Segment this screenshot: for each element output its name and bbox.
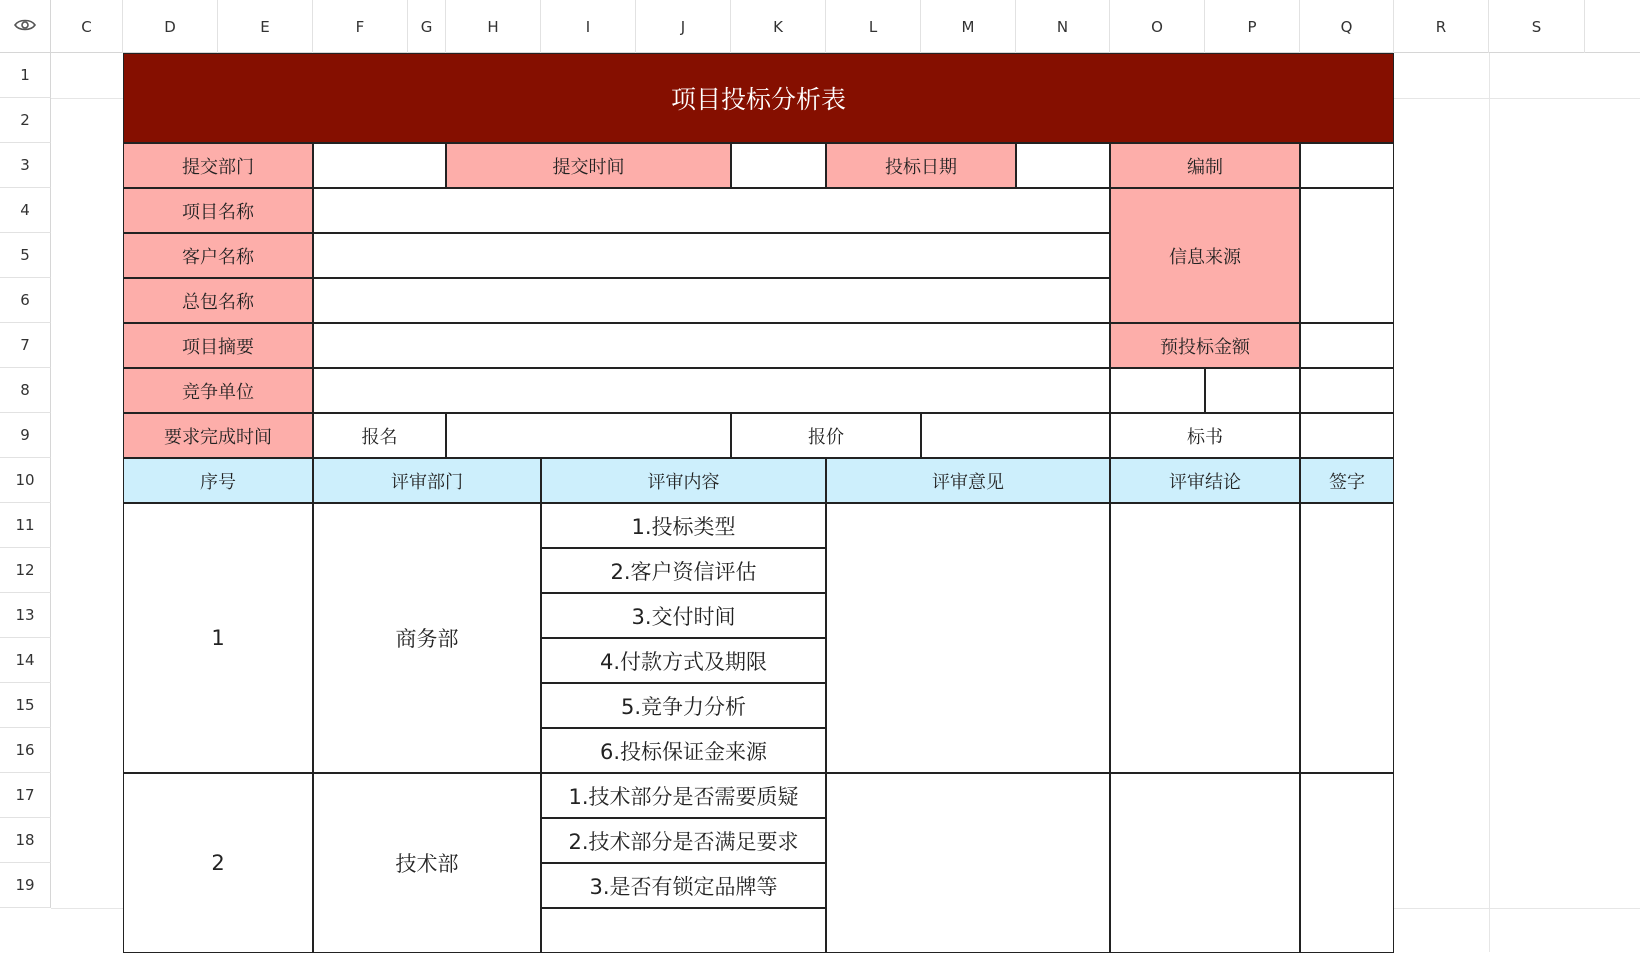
row-header-5[interactable]: 5 (0, 233, 51, 278)
column-header-d[interactable]: D (123, 0, 218, 53)
column-header-m[interactable]: M (921, 0, 1016, 53)
row-header-12[interactable]: 12 (0, 548, 51, 593)
column-header-n[interactable]: N (1016, 0, 1110, 53)
deadline-label[interactable]: 要求完成时间 (123, 413, 313, 458)
review-item-cell[interactable]: 3.是否有锁定品牌等 (541, 863, 826, 908)
column-header-k[interactable]: K (731, 0, 826, 53)
row-header-10[interactable]: 10 (0, 458, 51, 503)
row-header-3[interactable]: 3 (0, 143, 51, 188)
submit-time-label[interactable]: 提交时间 (446, 143, 731, 188)
column-header-h[interactable]: H (446, 0, 541, 53)
column-header-j[interactable]: J (636, 0, 731, 53)
header-opinion[interactable]: 评审意见 (826, 458, 1110, 503)
eye-icon (14, 17, 36, 36)
row-header-17[interactable]: 17 (0, 773, 51, 818)
review-item-cell[interactable]: 1.投标类型 (541, 503, 826, 548)
quote-value-cell[interactable] (921, 413, 1110, 458)
pre-bid-amount-value-cell[interactable] (1300, 323, 1394, 368)
package-name-value-cell[interactable] (313, 278, 1110, 323)
project-name-value-cell[interactable] (313, 188, 1110, 233)
review-item-cell[interactable]: 4.付款方式及期限 (541, 638, 826, 683)
project-summary-value-cell[interactable] (313, 323, 1110, 368)
row-header-11[interactable]: 11 (0, 503, 51, 548)
header-no[interactable]: 序号 (123, 458, 313, 503)
column-header-i[interactable]: I (541, 0, 636, 53)
row-header-16[interactable]: 16 (0, 728, 51, 773)
competitor-value-cell[interactable] (313, 368, 1110, 413)
header-dept[interactable]: 评审部门 (313, 458, 541, 503)
row-header-2[interactable]: 2 (0, 98, 51, 143)
tender-doc-label[interactable]: 标书 (1110, 413, 1300, 458)
client-name-value-cell[interactable] (313, 233, 1110, 278)
column-header-o[interactable]: O (1110, 0, 1205, 53)
package-name-label[interactable]: 总包名称 (123, 278, 313, 323)
row-header-14[interactable]: 14 (0, 638, 51, 683)
column-header-c[interactable]: C (51, 0, 123, 53)
row-header-18[interactable]: 18 (0, 818, 51, 863)
review-item-cell[interactable]: 1.技术部分是否需要质疑 (541, 773, 826, 818)
review-sign-cell[interactable] (1300, 773, 1394, 953)
column-header-q[interactable]: Q (1300, 0, 1394, 53)
project-name-label[interactable]: 项目名称 (123, 188, 313, 233)
review-item-cell[interactable]: 6.投标保证金来源 (541, 728, 826, 773)
group-no-cell[interactable]: 2 (123, 773, 313, 953)
sheet-title[interactable]: 项目投标分析表 (123, 53, 1394, 143)
review-item-cell[interactable]: 2.客户资信评估 (541, 548, 826, 593)
column-header-g[interactable]: G (408, 0, 446, 53)
review-opinion-cell[interactable] (826, 773, 1110, 953)
gridline (1489, 53, 1490, 952)
submit-dept-value-cell[interactable] (313, 143, 446, 188)
header-sign[interactable]: 签字 (1300, 458, 1394, 503)
row-header-7[interactable]: 7 (0, 323, 51, 368)
info-source-label[interactable]: 信息来源 (1110, 188, 1300, 323)
client-name-label[interactable]: 客户名称 (123, 233, 313, 278)
header-content[interactable]: 评审内容 (541, 458, 826, 503)
pre-bid-amount-label[interactable]: 预投标金额 (1110, 323, 1300, 368)
review-item-cell[interactable] (541, 908, 826, 953)
review-conclusion-cell[interactable] (1110, 773, 1300, 953)
row-header-6[interactable]: 6 (0, 278, 51, 323)
project-summary-label[interactable]: 项目摘要 (123, 323, 313, 368)
header-conclusion[interactable]: 评审结论 (1110, 458, 1300, 503)
bid-date-value-cell[interactable] (1016, 143, 1110, 188)
column-header-f[interactable]: F (313, 0, 408, 53)
review-item-cell[interactable]: 3.交付时间 (541, 593, 826, 638)
review-item-cell[interactable]: 2.技术部分是否满足要求 (541, 818, 826, 863)
tender-doc-value-cell[interactable] (1300, 413, 1394, 458)
group-no-cell[interactable]: 1 (123, 503, 313, 773)
column-header-l[interactable]: L (826, 0, 921, 53)
bid-date-label[interactable]: 投标日期 (826, 143, 1016, 188)
view-toggle[interactable] (0, 0, 51, 53)
info-source-value-cell[interactable] (1300, 188, 1394, 323)
column-header-r[interactable]: R (1394, 0, 1489, 53)
row-header-1[interactable]: 1 (0, 53, 51, 98)
row-header-19[interactable]: 19 (0, 863, 51, 908)
row-header-4[interactable]: 4 (0, 188, 51, 233)
submit-dept-label[interactable]: 提交部门 (123, 143, 313, 188)
review-opinion-cell[interactable] (826, 503, 1110, 773)
signup-label[interactable]: 报名 (313, 413, 446, 458)
group-dept-cell[interactable]: 商务部 (313, 503, 541, 773)
row-header-9[interactable]: 9 (0, 413, 51, 458)
column-header-e[interactable]: E (218, 0, 313, 53)
column-header-s[interactable]: S (1489, 0, 1585, 53)
row-header-8[interactable]: 8 (0, 368, 51, 413)
group-dept-cell[interactable]: 技术部 (313, 773, 541, 953)
competitor-label[interactable]: 竞争单位 (123, 368, 313, 413)
empty-cell[interactable] (1110, 368, 1205, 413)
row-header-13[interactable]: 13 (0, 593, 51, 638)
column-header-p[interactable]: P (1205, 0, 1300, 53)
review-item-cell[interactable]: 5.竞争力分析 (541, 683, 826, 728)
signup-value-cell[interactable] (446, 413, 731, 458)
review-sign-cell[interactable] (1300, 503, 1394, 773)
review-conclusion-cell[interactable] (1110, 503, 1300, 773)
compile-value-cell[interactable] (1300, 143, 1394, 188)
empty-cell[interactable] (1205, 368, 1300, 413)
row-header-15[interactable]: 15 (0, 683, 51, 728)
submit-time-value-cell[interactable] (731, 143, 826, 188)
compile-label[interactable]: 编制 (1110, 143, 1300, 188)
quote-label[interactable]: 报价 (731, 413, 921, 458)
empty-cell[interactable] (1300, 368, 1394, 413)
